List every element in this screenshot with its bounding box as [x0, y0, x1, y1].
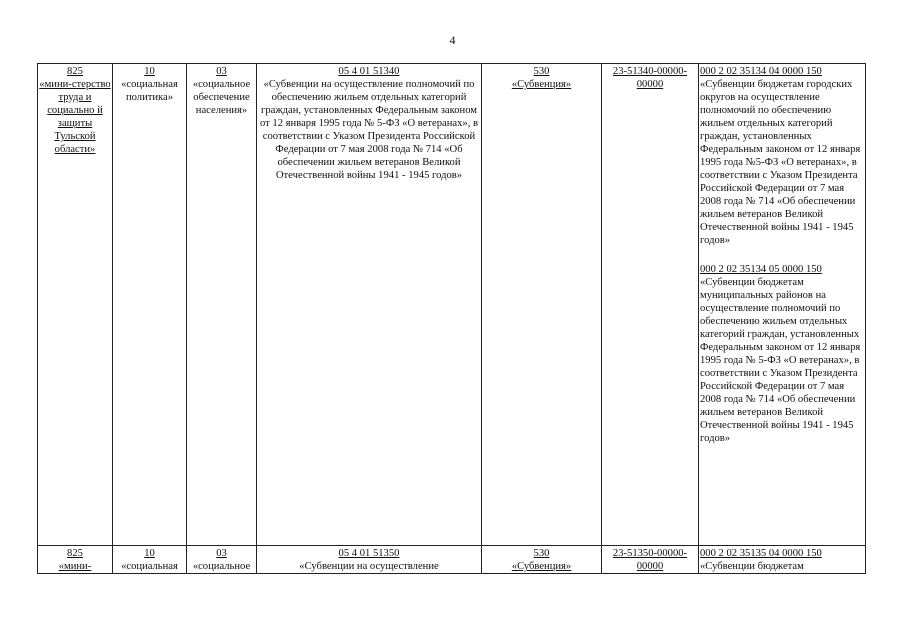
target-name: «Субвенции на осуществление полномочий по обеспечению жильем отдельных категорий граждан, установленных Федеральным законом от 12 января 1995 года № 5-ФЗ «О ветеранах», в соответствии с Указом Президента Российской Федерации от 7 мая 2008 года № 714 «Об обеспечении жильем ветеранов Великой Отечественной войны 1941 - 1945 годов» [260, 79, 478, 181]
section-name: «социальная [121, 561, 178, 572]
income-code: 000 2 02 35134 05 0000 150 [700, 264, 822, 275]
subsection-code: 03 [216, 66, 227, 77]
income-name: «Субвенции бюджетам муниципальных районов на осуществление полномочий по обеспечению жильем отдельных категорий граждан, установленных Федеральным законом от 12 января 1995 года № 5-ФЗ «О ветеранах», в соответствии с Указом Президента Российской Федерации от 7 мая 2008 года № 714 «Об обеспечении жильем ветеранов Великой Отечественной войны 1941 - 1945 годов» [700, 277, 861, 444]
expense-type-cell [482, 64, 602, 546]
expense-type-cell [482, 546, 602, 574]
admin-code: 825 [67, 66, 83, 77]
target-code: 05 4 01 51340 [338, 66, 400, 77]
admin-name: «мини- [58, 561, 92, 572]
admin-cell [38, 546, 113, 574]
subsection-code: 03 [216, 548, 227, 559]
subsection-cell [187, 546, 257, 574]
subsection-name: «социальное обеспечение населения» [192, 79, 251, 116]
income-code: 000 2 02 35134 04 0000 150 [700, 66, 822, 77]
section-cell [113, 546, 187, 574]
expense-type-code: 530 [533, 548, 550, 559]
target-cell [257, 546, 482, 574]
section-cell [113, 64, 187, 546]
expense-type-name: «Субвенция» [511, 561, 572, 572]
budget-classification-table [37, 63, 866, 574]
purpose-code: 23-51350-00000-00000 [612, 548, 688, 572]
purpose-cell [602, 64, 699, 546]
table-row [38, 64, 866, 546]
purpose-code: 23-51340-00000-00000 [612, 66, 688, 90]
target-name: «Субвенции на осуществление [299, 561, 439, 572]
income-name: «Субвенции бюджетам городских округов на осуществление полномочий по обеспечению жильем отдельных категорий граждан, установленных Федеральным законом от 12 января 1995 года №5-ФЗ «О ветеранах», в соответствии с Указом Президента Российской Федерации от 7 мая 2008 года № 714 «Об обеспечении жильем ветеранов Великой Отечественной войны 1941 - 1945 годов» [700, 79, 861, 246]
subsection-cell [187, 64, 257, 546]
income-cell [699, 64, 866, 546]
subsection-name: «социальное [192, 561, 251, 572]
income-code: 000 2 02 35135 04 0000 150 [700, 548, 822, 559]
income-cell [699, 546, 866, 574]
purpose-cell [602, 546, 699, 574]
target-code: 05 4 01 51350 [338, 548, 400, 559]
income-name: «Субвенции бюджетам [700, 561, 804, 572]
table-row [38, 546, 866, 574]
section-code: 10 [144, 548, 155, 559]
target-cell [257, 64, 482, 546]
admin-name: «мини-стерство труда и социально й защиты Тульской области» [39, 79, 111, 155]
section-name: «социальная политика» [121, 79, 178, 103]
page-number: 4 [449, 33, 456, 47]
section-code: 10 [144, 66, 155, 77]
expense-type-name: «Субвенция» [511, 79, 572, 90]
admin-cell [38, 64, 113, 546]
admin-code: 825 [67, 548, 83, 559]
expense-type-code: 530 [533, 66, 550, 77]
